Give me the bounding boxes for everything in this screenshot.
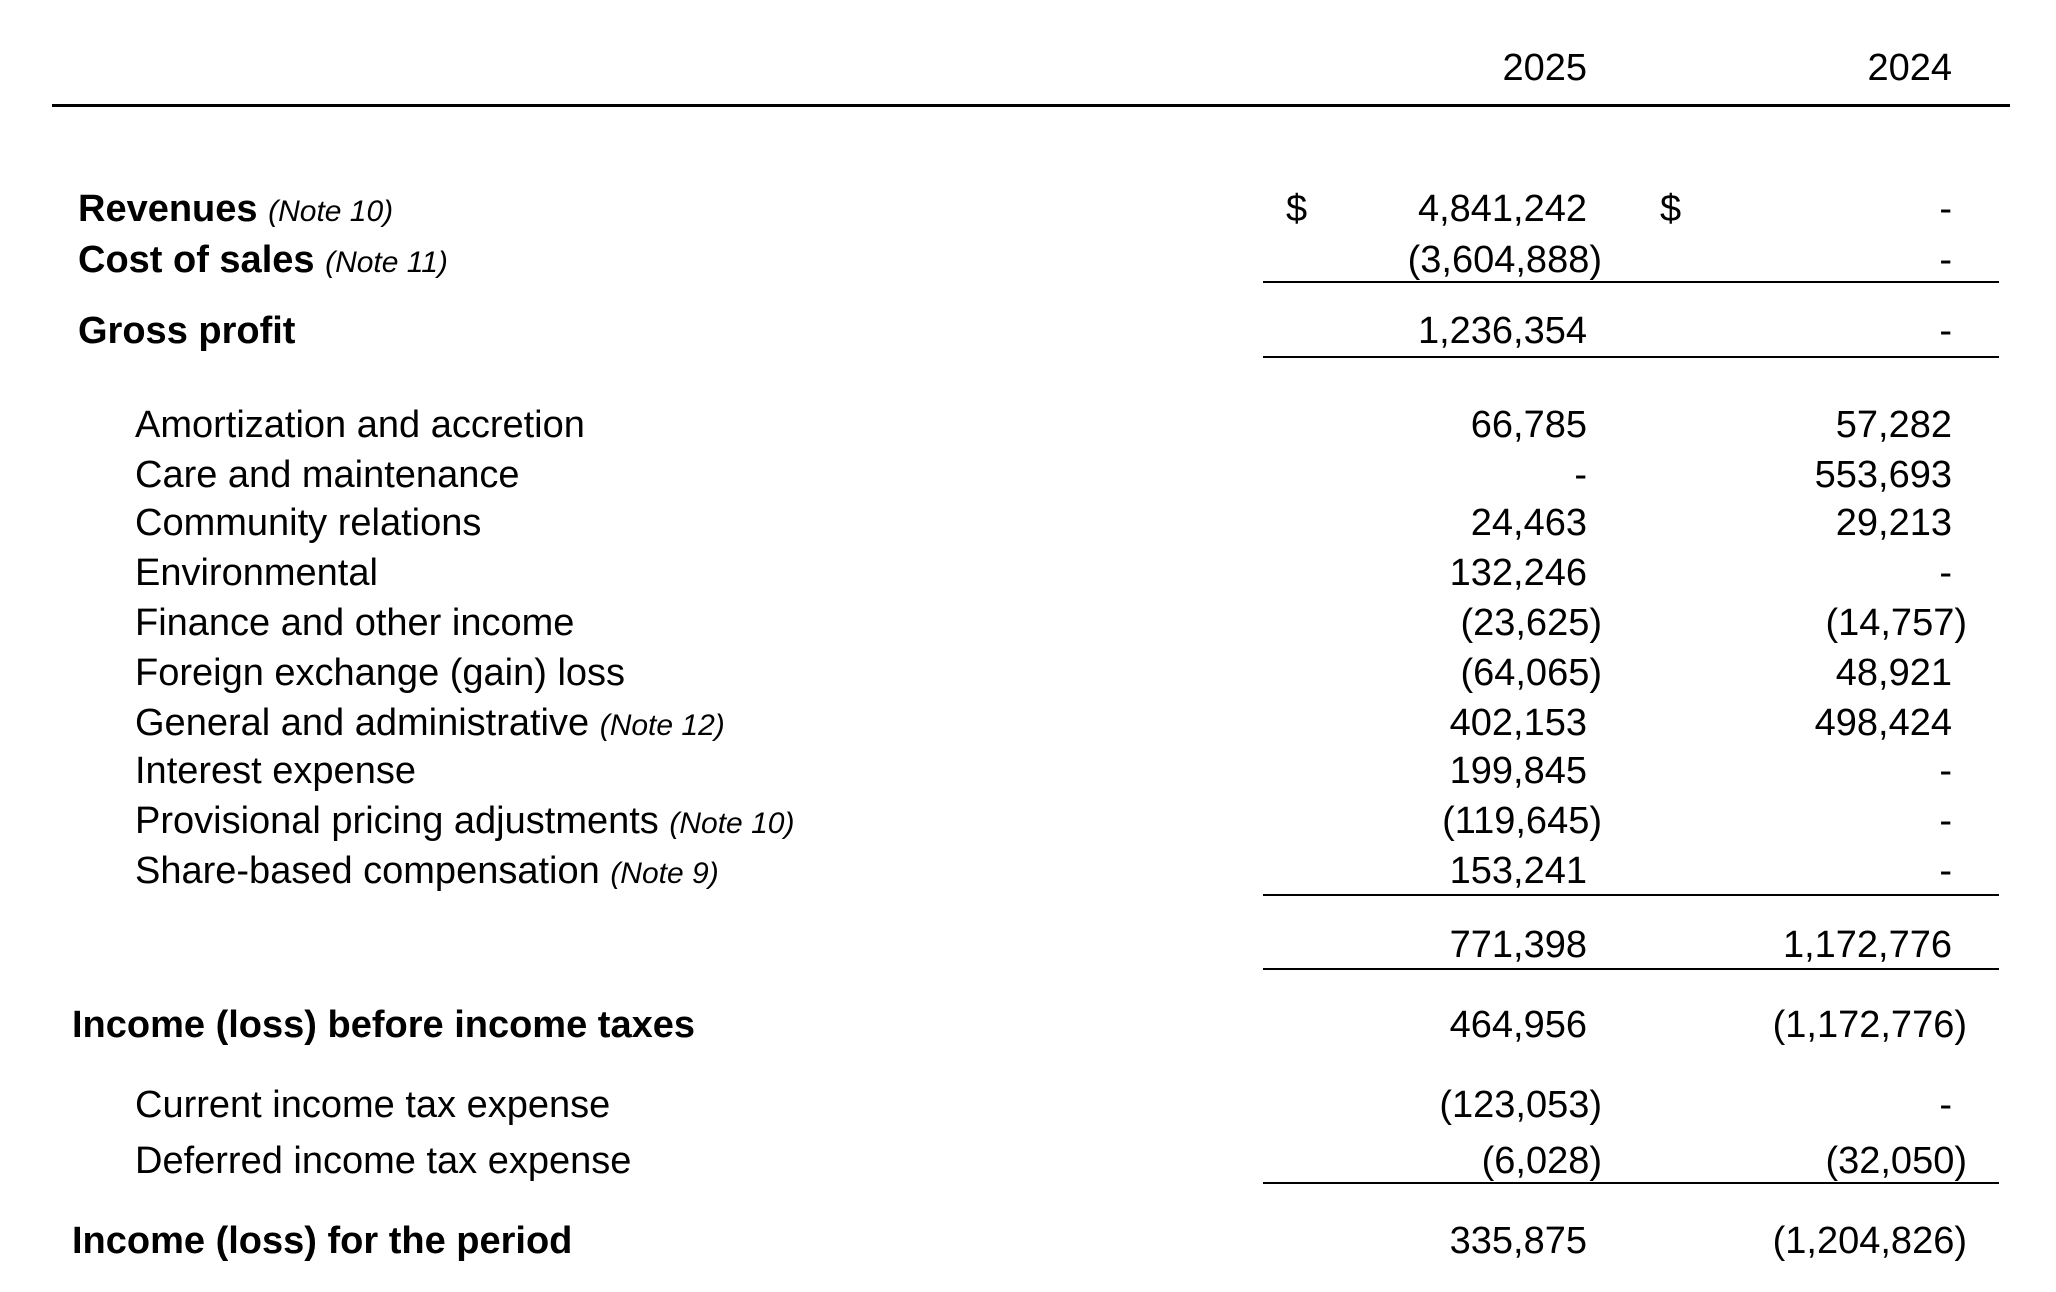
gross-profit-label: Gross profit — [78, 310, 296, 352]
row-label-cost-of-sales — [78, 236, 448, 287]
finance-income-2024: (14,757) — [1825, 602, 1967, 644]
current-tax-label: Current income tax expense — [135, 1084, 611, 1126]
interest-expense-2024: - — [1939, 750, 1952, 792]
general-admin-2025: 402,153 — [1449, 702, 1587, 744]
cost-of-sales-label: Cost of sales — [78, 239, 315, 281]
provisional-pricing-2024: - — [1939, 800, 1952, 842]
subtotal-underline — [1263, 968, 1999, 970]
general-admin-2024: 498,424 — [1814, 702, 1952, 744]
deferred-tax-label: Deferred income tax expense — [135, 1140, 632, 1182]
cost-of-sales-2024: - — [1939, 239, 1952, 281]
net-income-2024: (1,204,826) — [1772, 1220, 1967, 1262]
foreign-exchange-label: Foreign exchange (gain) loss — [135, 652, 626, 694]
community-relations-label: Community relations — [135, 502, 482, 544]
community-relations-2025: 24,463 — [1470, 502, 1587, 544]
care-maintenance-label: Care and maintenance — [135, 454, 520, 496]
deferred-tax-2024: (32,050) — [1825, 1140, 1967, 1182]
row-label-provisional-pricing — [135, 797, 794, 848]
pretax-income-label: Income (loss) before income taxes — [72, 1004, 695, 1046]
taxes-rule — [1263, 1182, 1999, 1184]
currency-symbol-2024: $ — [1660, 188, 1682, 230]
foreign-exchange-2024: 48,921 — [1835, 652, 1952, 694]
deferred-tax-2025: (6,028) — [1481, 1140, 1602, 1182]
column-header-2025: 2025 — [1502, 47, 1587, 89]
current-tax-2025: (123,053) — [1439, 1084, 1602, 1126]
gross-profit-rule — [1263, 281, 1999, 283]
revenues-note: (Note 10) — [268, 195, 394, 228]
expenses-subtotal-2024: 1,172,776 — [1782, 924, 1952, 966]
expenses-rule — [1263, 894, 1999, 896]
amortization-label: Amortization and accretion — [135, 404, 585, 446]
share-based-comp-2024: - — [1939, 850, 1952, 892]
net-income-label: Income (loss) for the period — [72, 1220, 573, 1262]
currency-symbol-2025: $ — [1286, 188, 1308, 230]
revenues-label: Revenues — [78, 188, 258, 230]
general-admin-label: General and administrative — [135, 702, 590, 744]
care-maintenance-2024: 553,693 — [1814, 454, 1952, 496]
share-based-comp-2025: 153,241 — [1449, 850, 1587, 892]
finance-income-label: Finance and other income — [135, 602, 575, 644]
current-tax-2024: - — [1939, 1084, 1952, 1126]
finance-income-2025: (23,625) — [1460, 602, 1602, 644]
share-based-comp-note: (Note 9) — [610, 857, 719, 890]
revenues-2025: 4,841,242 — [1417, 188, 1587, 230]
gross-profit-2025: 1,236,354 — [1417, 310, 1587, 352]
interest-expense-2025: 199,845 — [1449, 750, 1587, 792]
environmental-label: Environmental — [135, 552, 378, 594]
care-maintenance-2025: - — [1574, 454, 1587, 496]
pretax-income-2025: 464,956 — [1449, 1004, 1587, 1046]
pretax-income-2024: (1,172,776) — [1772, 1004, 1967, 1046]
row-label-revenues — [78, 185, 393, 236]
provisional-pricing-label: Provisional pricing adjustments — [135, 800, 659, 842]
gross-profit-2024: - — [1939, 310, 1952, 352]
foreign-exchange-2025: (64,065) — [1460, 652, 1602, 694]
row-label-general-admin — [135, 699, 725, 750]
environmental-2025: 132,246 — [1449, 552, 1587, 594]
amortization-2024: 57,282 — [1835, 404, 1952, 446]
net-income-2025: 335,875 — [1449, 1220, 1587, 1262]
cost-of-sales-2025: (3,604,888) — [1407, 239, 1602, 281]
provisional-pricing-note: (Note 10) — [669, 807, 795, 840]
revenues-2024: - — [1939, 188, 1952, 230]
environmental-2024: - — [1939, 552, 1952, 594]
general-admin-note: (Note 12) — [599, 709, 725, 742]
cost-of-sales-note: (Note 11) — [325, 246, 448, 279]
row-label-share-based-comp — [135, 847, 719, 898]
share-based-comp-label: Share-based compensation — [135, 850, 600, 892]
provisional-pricing-2025: (119,645) — [1442, 800, 1602, 842]
amortization-2025: 66,785 — [1470, 404, 1587, 446]
interest-expense-label: Interest expense — [135, 750, 416, 792]
column-header-2024: 2024 — [1867, 47, 1952, 89]
expenses-subtotal-2025: 771,398 — [1449, 924, 1587, 966]
gross-profit-underline — [1263, 356, 1999, 358]
community-relations-2024: 29,213 — [1835, 502, 1952, 544]
header-rule — [52, 104, 2010, 107]
